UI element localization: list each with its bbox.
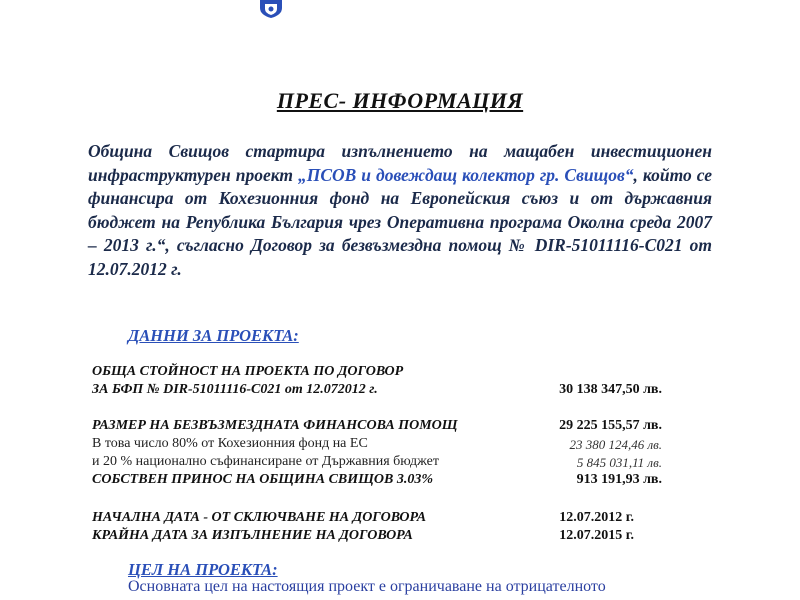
municipality-crest-icon <box>258 0 284 18</box>
start-date-value: 12.07.2012 г. <box>559 510 634 525</box>
project-name: „ПСОВ и довеждащ колектор гр. Свищов“ <box>297 164 634 185</box>
end-date-value: 12.07.2015 г. <box>559 528 634 543</box>
intro-paragraph <box>88 140 712 281</box>
goal-text: Основната цел на настоящия проект е ограничаване на отрицателното <box>128 578 606 595</box>
national-cofinancing-value: 5 845 031,11 лв. <box>576 455 662 470</box>
total-cost-label-2: ЗА БФП № DIR-51011116-С021 от 12.072012 г. <box>92 382 378 397</box>
own-contribution-value: 913 191,93 лв. <box>576 472 662 487</box>
cohesion-fund-label: В това число 80% от Кохезионния фонд на ЕС <box>92 436 368 451</box>
project-data-heading: ДАННИ ЗА ПРОЕКТА: <box>128 326 299 345</box>
intro-part-1: Община Свищов стартира изпълнението на мащабен инвестиционен инфраструктурен проект <box>88 141 712 185</box>
document-title: ПРЕС- ИНФОРМАЦИЯ <box>276 88 524 113</box>
intro-part-3: , който се финансира от Кохезионния фонд на Европейския съюз и от държавния бюджет на Република България чрез Оперативна програма Околна среда 2007 – 2013 г.“, съгласно Договор за безвъзмездна помощ № DIR-51011116-С021 от 12.07.2012 г. <box>88 164 713 279</box>
total-cost-value: 30 138 347,50 лв. <box>559 382 662 397</box>
own-contribution-label: СОБСТВЕН ПРИНОС НА ОБЩИНА СВИЩОВ 3.03% <box>92 472 434 487</box>
total-cost-label-1: ОБЩА СТОЙНОСТ НА ПРОЕКТА ПО ДОГОВОР <box>92 364 404 379</box>
end-date-label: КРАЙНА ДАТА ЗА ИЗПЪЛНЕНИЕ НА ДОГОВОРА <box>92 528 413 543</box>
grant-label: РАЗМЕР НА БЕЗВЪЗМЕЗДНАТА ФИНАНСОВА ПОМОЩ <box>92 418 458 433</box>
grant-value: 29 225 155,57 лв. <box>559 418 662 433</box>
start-date-label: НАЧАЛНА ДАТА - ОТ СКЛЮЧВАНЕ НА ДОГОВОРА <box>92 510 427 525</box>
cohesion-fund-value: 23 380 124,46 лв. <box>569 437 662 452</box>
goal-heading: ЦЕЛ НА ПРОЕКТА: <box>128 560 278 579</box>
national-cofinancing-label: и 20 % национално съфинансиране от Държавния бюджет <box>92 454 439 469</box>
